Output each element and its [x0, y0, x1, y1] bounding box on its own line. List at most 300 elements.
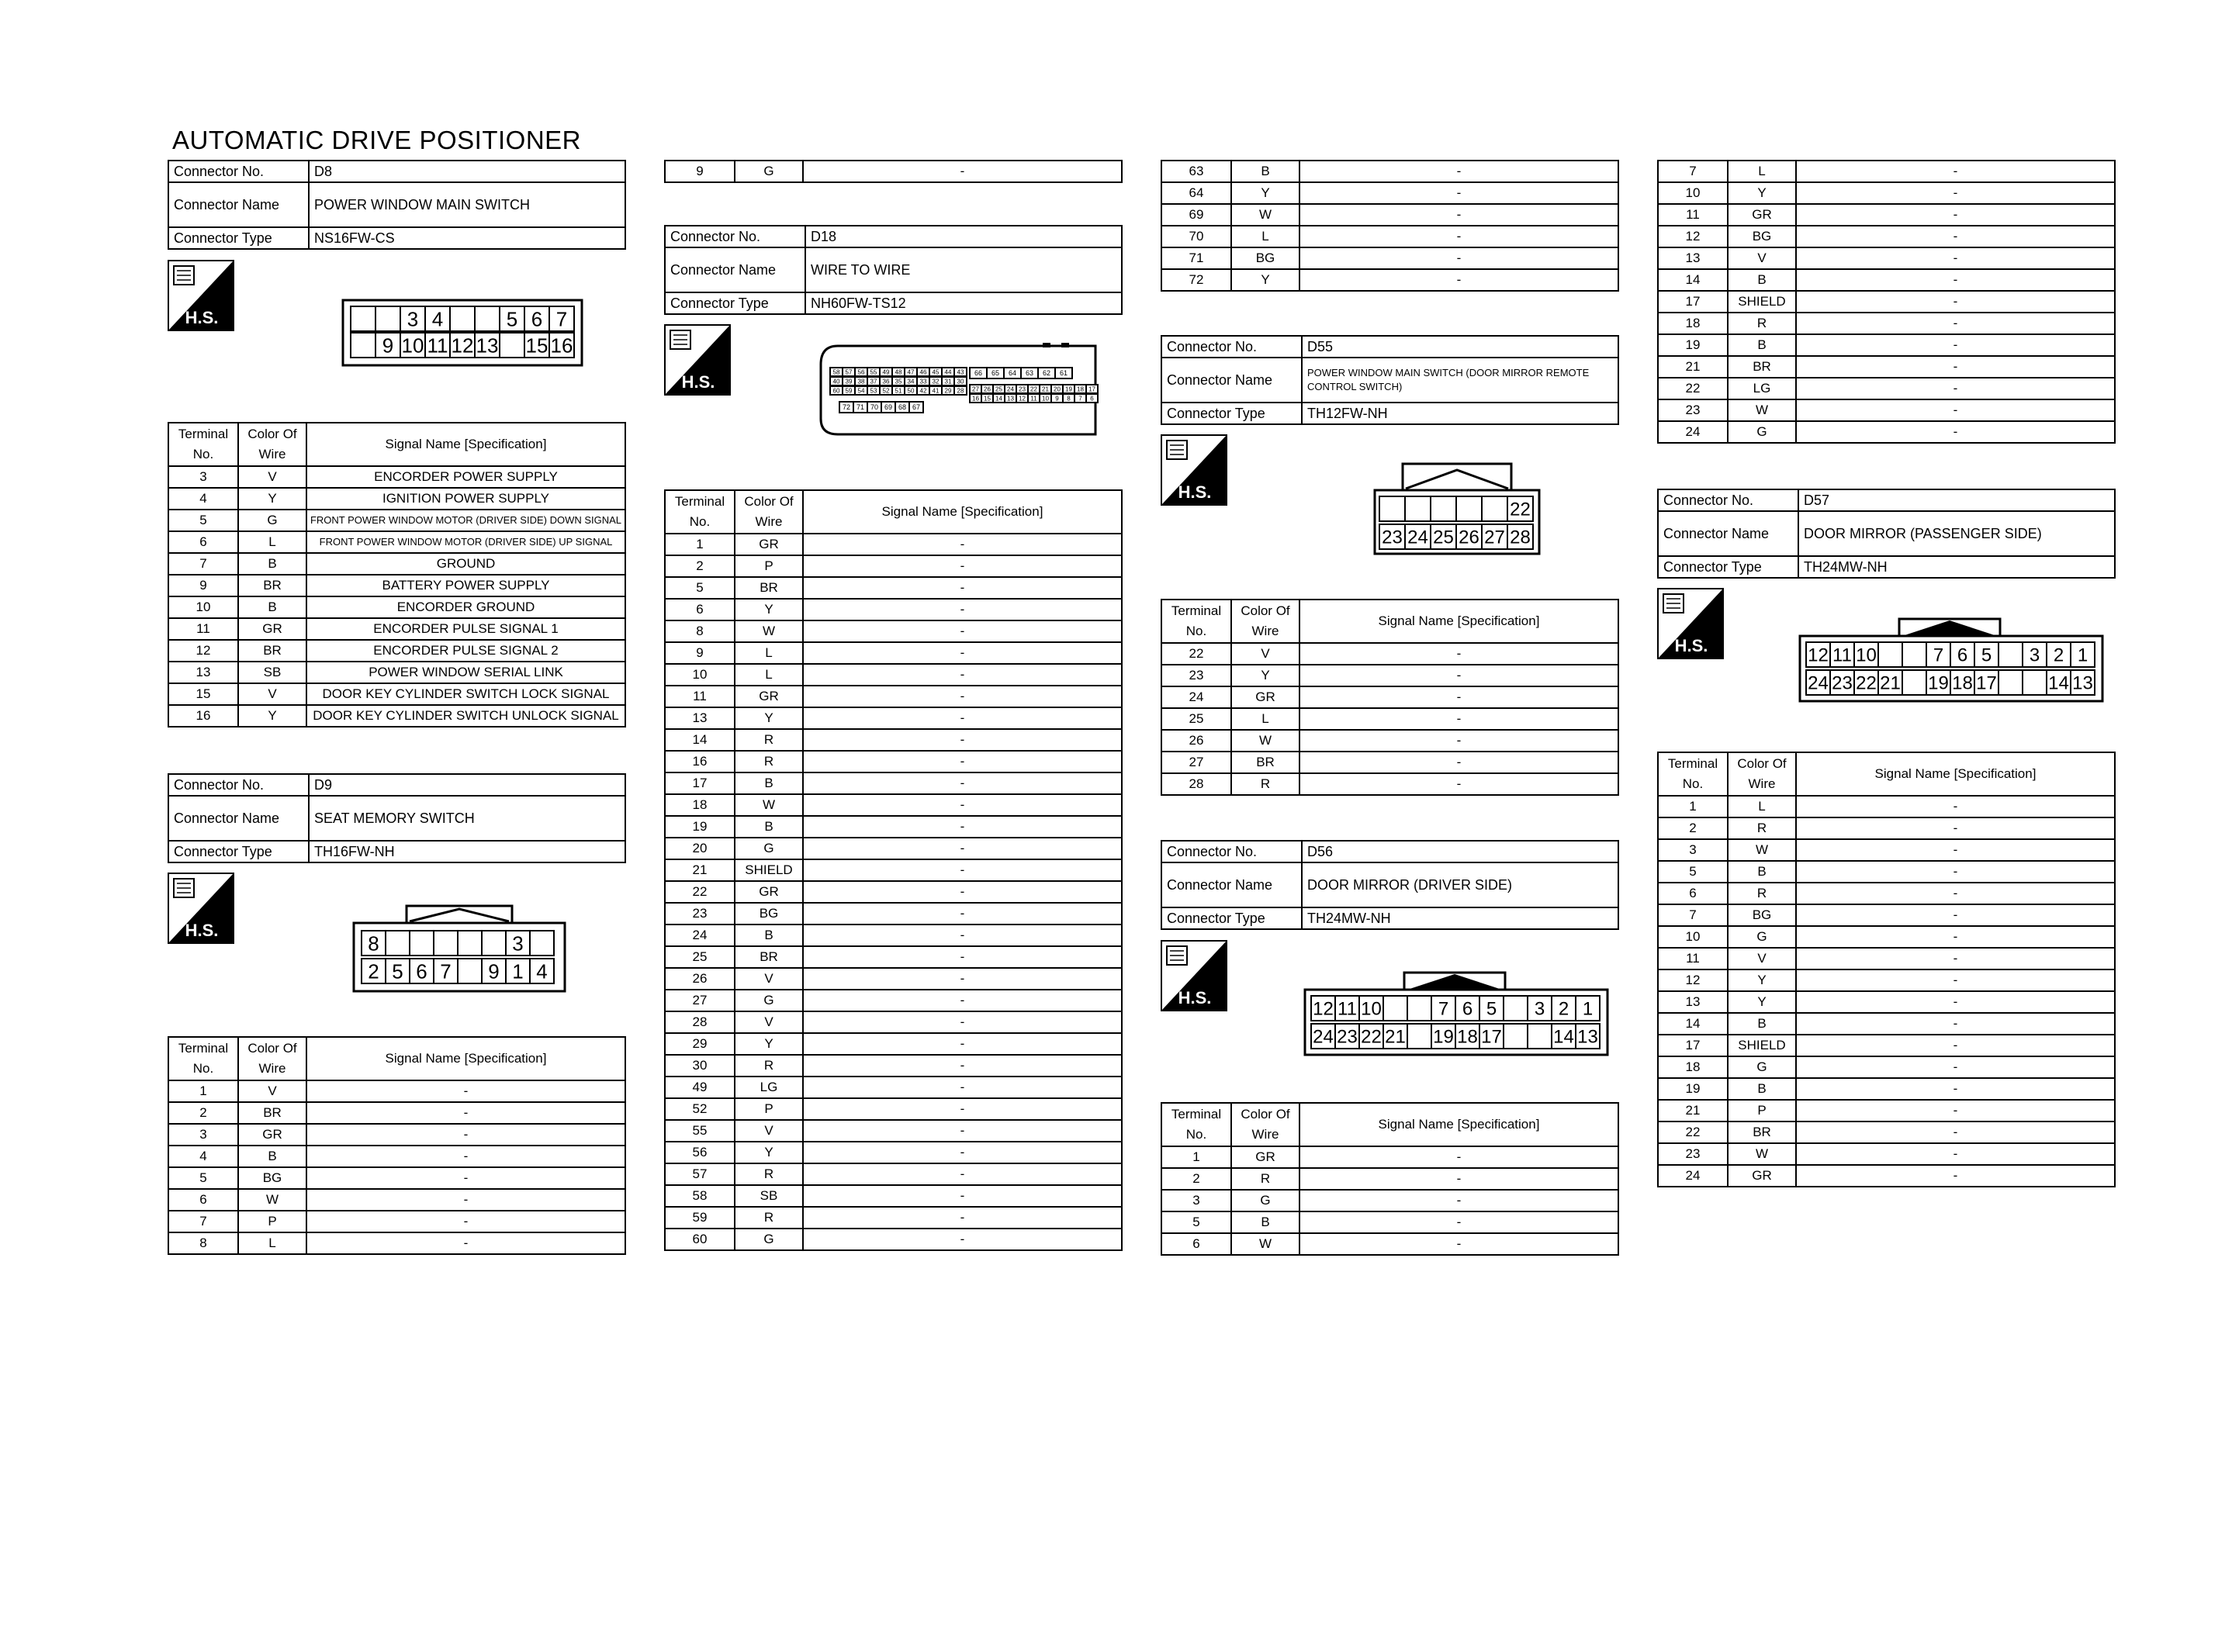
signal-name-cell: DOOR KEY CYLINDER SWITCH LOCK SIGNAL: [306, 683, 625, 705]
pin-number: 19: [1928, 672, 1949, 694]
d18-connector-name: WIRE TO WIRE: [805, 247, 1122, 292]
pin-number: 59: [845, 387, 853, 395]
pin-number: 12: [1808, 645, 1829, 666]
terminal-no-cell: 1: [1658, 796, 1728, 817]
signal-name-cell: -: [1796, 1100, 2115, 1121]
signal-name-cell: -: [803, 1142, 1122, 1163]
wire-color-cell: Y: [1231, 269, 1299, 291]
signal-name-cell: -: [1796, 1165, 2115, 1187]
terminal-no-cell: 25: [1161, 708, 1231, 730]
terminal-no-cell: 29: [665, 1033, 735, 1055]
pin-number: 8: [1067, 395, 1071, 403]
terminal-no-cell: 7: [168, 553, 238, 575]
pin-number: 24: [1313, 1026, 1334, 1048]
terminal-no-cell: 13: [665, 707, 735, 729]
wire-color-cell: B: [1231, 161, 1299, 182]
connector-name-label: Connector Name: [168, 182, 309, 227]
wire-color-cell: W: [1231, 1233, 1299, 1255]
pin-cell: [530, 931, 554, 956]
signal-name-cell: -: [803, 1229, 1122, 1250]
signal-name-cell: -: [306, 1124, 625, 1146]
pin-number: 43: [957, 368, 964, 376]
signal-name-cell: -: [803, 1163, 1122, 1185]
signal-name-cell: -: [803, 772, 1122, 794]
wire-color-cell: R: [735, 751, 803, 772]
pin-number: 3: [2029, 645, 2040, 666]
signal-name-cell: -: [803, 946, 1122, 968]
table-row: [168, 1102, 625, 1124]
pin-number: 41: [932, 387, 940, 395]
pin-number: 20: [1054, 385, 1061, 393]
signal-name-header: Signal Name [Specification]: [1299, 1103, 1618, 1146]
table-row: [665, 1033, 1122, 1055]
signal-name-cell: -: [1299, 1190, 1618, 1211]
signal-name-cell: -: [803, 686, 1122, 707]
connector-no-label: Connector No.: [168, 161, 309, 182]
table-row: [168, 553, 625, 575]
signal-name-cell: -: [803, 990, 1122, 1011]
terminal-no-cell: 10: [665, 664, 735, 686]
table-row: [665, 772, 1122, 794]
wire-color-cell: V: [735, 968, 803, 990]
pin-number: 52: [882, 387, 890, 395]
terminal-no-cell: 12: [1658, 226, 1728, 247]
table-row: [168, 705, 625, 727]
d55-connector-type: TH12FW-NH: [1302, 403, 1618, 424]
table-row: [1161, 686, 1618, 708]
pin-cell: [351, 333, 375, 358]
pin-cell: [410, 931, 434, 956]
terminal-no-cell: 7: [1658, 904, 1728, 926]
signal-name-cell: -: [803, 816, 1122, 838]
pin-number: 44: [944, 368, 952, 376]
terminal-no-cell: 6: [665, 599, 735, 620]
pin-number: 33: [919, 378, 927, 385]
terminal-no-cell: 3: [1658, 839, 1728, 861]
table-row: [168, 531, 625, 553]
signal-name-cell: -: [803, 161, 1122, 182]
pin-number: 7: [1933, 645, 1944, 666]
table-row: [1658, 1165, 2115, 1187]
terminal-no-cell: 57: [665, 1163, 735, 1185]
terminal-no-cell: 71: [1161, 247, 1231, 269]
table-row: [168, 1124, 625, 1146]
terminal-no-header: Terminal No.: [665, 490, 735, 534]
signal-name-cell: -: [1796, 796, 2115, 817]
table-row: [665, 1207, 1122, 1229]
signal-name-cell: -: [1796, 839, 2115, 861]
connector-no-label: Connector No.: [168, 774, 309, 796]
pin-number: 27: [972, 385, 979, 393]
wire-color-cell: SB: [238, 662, 306, 683]
d18-connector-diagram: [816, 341, 1105, 442]
wire-color-cell: Y: [1231, 182, 1299, 204]
pin-number: 35: [895, 378, 902, 385]
pin-number: 64: [1008, 369, 1017, 378]
pin-number: 37: [870, 378, 877, 385]
wire-color-cell: Y: [238, 488, 306, 510]
table-row: [1658, 861, 2115, 883]
pin-number: 5: [1981, 645, 1992, 666]
terminal-no-cell: 56: [665, 1142, 735, 1163]
signal-name-cell: -: [306, 1102, 625, 1124]
connector-name-label: Connector Name: [1658, 511, 1798, 556]
terminal-no-header: Terminal No.: [168, 423, 238, 466]
table-row: [665, 1185, 1122, 1207]
pin-number: 3: [407, 307, 419, 331]
terminal-no-cell: 28: [1161, 773, 1231, 795]
terminal-no-cell: 5: [168, 510, 238, 531]
wire-color-cell: V: [735, 1011, 803, 1033]
wire-color-cell: G: [1231, 1190, 1299, 1211]
wire-color-cell: V: [1728, 948, 1796, 969]
pin-cell: [1383, 996, 1407, 1021]
pin-number: 2: [2053, 645, 2064, 666]
table-row: [168, 488, 625, 510]
terminal-no-cell: 3: [168, 1124, 238, 1146]
pin-number: 45: [932, 368, 940, 376]
pin-number: 14: [995, 395, 1002, 403]
pin-number: 6: [1957, 645, 1968, 666]
terminal-no-cell: 27: [1161, 752, 1231, 773]
pin-number: 6: [416, 959, 427, 983]
terminal-no-cell: 27: [665, 990, 735, 1011]
table-row: [665, 990, 1122, 1011]
terminal-no-cell: 24: [1161, 686, 1231, 708]
terminal-no-cell: 3: [1161, 1190, 1231, 1211]
table-row: [665, 881, 1122, 903]
wire-color-cell: L: [238, 531, 306, 553]
page-title: AUTOMATIC DRIVE POSITIONER: [172, 126, 581, 154]
terminal-no-cell: 11: [1658, 204, 1728, 226]
table-row: [1161, 643, 1618, 665]
wire-color-cell: B: [1231, 1211, 1299, 1233]
d8-connector-no: D8: [309, 161, 625, 182]
pin-number: 56: [857, 368, 865, 376]
d18-cont2-table: [1161, 160, 1619, 292]
terminal-no-cell: 10: [1658, 926, 1728, 948]
wire-color-cell: B: [735, 924, 803, 946]
wire-color-cell: BR: [1728, 1121, 1796, 1143]
pin-number: 13: [1577, 1026, 1598, 1048]
signal-name-cell: -: [1299, 1233, 1618, 1255]
pin-number: 7: [1078, 395, 1082, 403]
pin-cell: [1528, 1024, 1552, 1049]
table-row: [1161, 1190, 1618, 1211]
table-row: [665, 686, 1122, 707]
d56-info-table: [1161, 840, 1619, 930]
pin-number: 21: [1880, 672, 1901, 694]
table-row: [168, 1189, 625, 1211]
signal-name-header: Signal Name [Specification]: [1796, 752, 2115, 796]
wire-color-cell: BG: [238, 1167, 306, 1189]
d57-terminal-block: [1657, 752, 2116, 1187]
pin-number: 65: [991, 369, 1000, 378]
color-of-wire-header: Color Of Wire: [238, 1037, 306, 1080]
wire-color-cell: L: [238, 1232, 306, 1254]
wire-color-cell: G: [1728, 421, 1796, 443]
d8-connector-name: POWER WINDOW MAIN SWITCH: [309, 182, 625, 227]
wire-color-cell: P: [1728, 1100, 1796, 1121]
signal-name-cell: ENCORDER PULSE SIGNAL 1: [306, 618, 625, 640]
pin-number: 49: [882, 368, 890, 376]
table-row: [1658, 817, 2115, 839]
pin-number: 2: [1558, 998, 1569, 1020]
table-row: [1658, 883, 2115, 904]
table-row: [1658, 1121, 2115, 1143]
table-row: [1161, 665, 1618, 686]
pin-number: 27: [1484, 527, 1505, 548]
pin-number: 7: [1438, 998, 1449, 1020]
d18-cont-table: [664, 160, 1123, 183]
pin-number: 18: [1457, 1026, 1478, 1048]
connector-name-label: Connector Name: [665, 247, 805, 292]
table-row: [665, 577, 1122, 599]
pin-number: 6: [1090, 395, 1094, 403]
table-row: [665, 1142, 1122, 1163]
pin-number: 24: [1407, 527, 1428, 548]
d9-connector-name: SEAT MEMORY SWITCH: [309, 796, 625, 841]
wire-color-cell: Y: [1231, 665, 1299, 686]
wire-color-cell: G: [735, 990, 803, 1011]
signal-name-cell: -: [803, 751, 1122, 772]
pin-number: 38: [857, 378, 865, 385]
wire-color-cell: R: [1728, 817, 1796, 839]
terminal-no-cell: 5: [1161, 1211, 1231, 1233]
pin-cell: [2023, 670, 2047, 695]
signal-name-cell: -: [1796, 334, 2115, 356]
wire-color-cell: B: [1728, 861, 1796, 883]
pin-cell: [458, 959, 482, 983]
terminal-no-cell: 18: [1658, 313, 1728, 334]
table-row: [1161, 1168, 1618, 1190]
signal-name-cell: -: [1796, 1035, 2115, 1056]
terminal-no-cell: 16: [665, 751, 735, 772]
terminal-no-cell: 2: [1658, 817, 1728, 839]
wire-color-cell: P: [735, 1098, 803, 1120]
pin-number: 66: [974, 369, 983, 378]
d18-continued-right: [1161, 160, 1619, 292]
signal-name-cell: -: [1796, 1143, 2115, 1165]
pin-number: 1: [2077, 645, 2088, 666]
color-of-wire-header: Color Of Wire: [1728, 752, 1796, 796]
terminal-no-cell: 9: [665, 642, 735, 664]
pin-number: 9: [488, 959, 500, 983]
table-row: [665, 1098, 1122, 1120]
wire-color-cell: R: [735, 1163, 803, 1185]
pin-number: 10: [1856, 645, 1877, 666]
signal-name-cell: -: [1299, 161, 1618, 182]
terminal-no-cell: 1: [168, 1080, 238, 1102]
signal-name-cell: -: [803, 620, 1122, 642]
table-row: [665, 751, 1122, 772]
pin-number: 26: [984, 385, 991, 393]
signal-name-cell: -: [803, 599, 1122, 620]
hs-text: H.S.: [1178, 988, 1212, 1007]
d56-connector-no: D56: [1302, 841, 1618, 862]
signal-name-cell: -: [1796, 817, 2115, 839]
d9-connector-no: D9: [309, 774, 625, 796]
wire-color-cell: G: [735, 1229, 803, 1250]
signal-name-cell: -: [1796, 883, 2115, 904]
signal-name-cell: -: [1796, 269, 2115, 291]
pin-number: 23: [1337, 1026, 1358, 1048]
pin-cell: [1431, 496, 1456, 521]
terminal-no-cell: 5: [665, 577, 735, 599]
table-row: [1658, 334, 2115, 356]
terminal-no-cell: 21: [1658, 356, 1728, 378]
terminal-no-cell: 24: [1658, 421, 1728, 443]
terminal-no-cell: 1: [1161, 1146, 1231, 1168]
connector-type-label: Connector Type: [1161, 907, 1302, 929]
table-row: [665, 859, 1122, 881]
wire-color-cell: BR: [1728, 356, 1796, 378]
pin-number: 5: [1486, 998, 1497, 1020]
table-row: [168, 1146, 625, 1167]
pin-number: 11: [427, 334, 448, 358]
table-row: [1658, 356, 2115, 378]
signal-name-cell: -: [1299, 730, 1618, 752]
pin-number: 39: [845, 378, 853, 385]
table-row: [1658, 1056, 2115, 1078]
terminal-no-cell: 14: [1658, 269, 1728, 291]
d56-terminal-table: [1161, 1102, 1619, 1256]
signal-name-cell: -: [1796, 226, 2115, 247]
signal-name-cell: -: [306, 1189, 625, 1211]
wire-color-cell: G: [1728, 926, 1796, 948]
table-row: [665, 1229, 1122, 1250]
terminal-no-cell: 19: [1658, 334, 1728, 356]
pin-number: 13: [1007, 395, 1014, 403]
signal-name-cell: -: [1796, 926, 2115, 948]
d18-continued-top: [664, 160, 1123, 183]
terminal-no-cell: 59: [665, 1207, 735, 1229]
signal-name-cell: -: [803, 1033, 1122, 1055]
terminal-no-cell: 2: [168, 1102, 238, 1124]
pin-number: 11: [1832, 645, 1852, 666]
d55-terminal-block: [1161, 599, 1619, 796]
table-row: [1658, 247, 2115, 269]
signal-name-cell: -: [1796, 1056, 2115, 1078]
pin-number: 46: [919, 368, 927, 376]
d56-terminal-block: [1161, 1102, 1619, 1256]
signal-name-cell: -: [1796, 991, 2115, 1013]
table-row: [665, 1077, 1122, 1098]
terminal-no-cell: 1: [665, 534, 735, 555]
signal-name-cell: -: [1796, 969, 2115, 991]
pin-number: 11: [1030, 395, 1037, 403]
pin-number: 23: [1382, 527, 1403, 548]
pin-cell: [375, 306, 400, 331]
d9-terminal-table: [168, 1036, 626, 1255]
terminal-no-cell: 8: [665, 620, 735, 642]
pin-number: 1: [512, 959, 524, 983]
signal-name-cell: -: [306, 1080, 625, 1102]
pin-number: 24: [1007, 385, 1014, 393]
d18-connector-no: D18: [805, 226, 1122, 247]
pin-number: 67: [912, 403, 921, 412]
pin-number: 17: [1481, 1026, 1502, 1048]
wire-color-cell: W: [1231, 204, 1299, 226]
signal-name-cell: -: [803, 1120, 1122, 1142]
pin-cell: [386, 931, 410, 956]
wire-color-cell: W: [1231, 730, 1299, 752]
terminal-no-header: Terminal No.: [1161, 600, 1231, 643]
d18-info-table: [664, 225, 1123, 315]
wire-color-cell: Y: [735, 707, 803, 729]
signal-name-cell: ENCORDER POWER SUPPLY: [306, 466, 625, 488]
pin-number: 22: [1030, 385, 1037, 393]
signal-name-cell: -: [1299, 708, 1618, 730]
d9-info-block: [168, 773, 626, 863]
table-row: [1658, 226, 2115, 247]
wire-color-cell: R: [1728, 313, 1796, 334]
pin-number: 22: [1361, 1026, 1382, 1048]
table-row: [1161, 182, 1618, 204]
signal-name-cell: -: [306, 1232, 625, 1254]
terminal-no-cell: 25: [665, 946, 735, 968]
signal-name-cell: -: [306, 1146, 625, 1167]
table-row: [665, 1120, 1122, 1142]
table-row: [1161, 247, 1618, 269]
terminal-no-cell: 11: [665, 686, 735, 707]
wire-color-cell: L: [1728, 796, 1796, 817]
pin-number: 68: [898, 403, 907, 412]
signal-name-cell: FRONT POWER WINDOW MOTOR (DRIVER SIDE) DOWN SIGNAL: [306, 510, 625, 531]
wire-color-cell: W: [735, 620, 803, 642]
harness-side-icon: [1161, 434, 1227, 506]
pin-cell: [1902, 642, 1926, 667]
wire-color-cell: R: [735, 1055, 803, 1077]
pin-number: 2: [368, 959, 379, 983]
signal-name-cell: -: [1299, 182, 1618, 204]
pin-number: 8: [368, 931, 379, 956]
color-of-wire-header: Color Of Wire: [1231, 1103, 1299, 1146]
pin-number: 13: [2072, 672, 2093, 694]
signal-name-cell: -: [1796, 421, 2115, 443]
signal-name-cell: IGNITION POWER SUPPLY: [306, 488, 625, 510]
terminal-no-cell: 5: [168, 1167, 238, 1189]
connector-name-label: Connector Name: [1161, 862, 1302, 907]
pin-number: 28: [1510, 527, 1531, 548]
pin-number: 5: [506, 307, 518, 331]
terminal-no-header: Terminal No.: [168, 1037, 238, 1080]
wire-color-cell: V: [1231, 643, 1299, 665]
pin-number: 58: [832, 368, 840, 376]
terminal-no-cell: 6: [168, 1189, 238, 1211]
pin-number: 55: [870, 368, 877, 376]
pin-cell: [458, 931, 482, 956]
pin-number: 22: [1510, 499, 1531, 520]
table-row: [1658, 948, 2115, 969]
pin-number: 63: [1025, 369, 1034, 378]
wire-color-cell: Y: [1728, 182, 1796, 204]
pin-number: 4: [431, 307, 444, 331]
pin-number: 15: [984, 395, 991, 403]
pin-number: 10: [1361, 998, 1382, 1020]
wire-color-cell: R: [1728, 883, 1796, 904]
wire-color-cell: SB: [735, 1185, 803, 1207]
wire-color-cell: Y: [1728, 991, 1796, 1013]
signal-name-cell: -: [803, 577, 1122, 599]
wire-color-cell: Y: [1728, 969, 1796, 991]
pin-number: 12: [451, 334, 474, 358]
pin-number: 9: [382, 334, 394, 358]
terminal-no-cell: 11: [168, 618, 238, 640]
harness-side-icon: [1161, 940, 1227, 1011]
signal-name-cell: -: [1796, 204, 2115, 226]
table-row: [665, 664, 1122, 686]
